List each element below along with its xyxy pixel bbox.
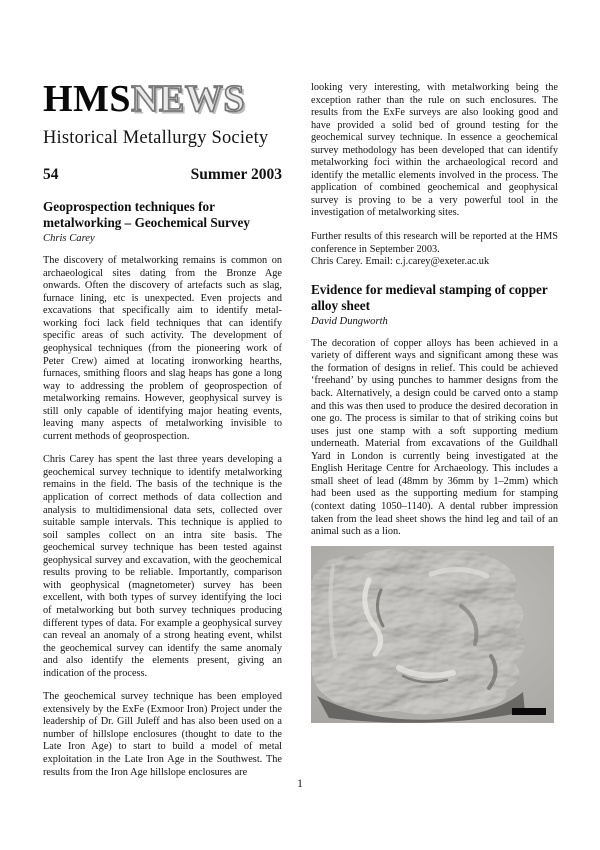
issue-season: Summer 2003	[190, 166, 282, 183]
photo-scale-bar	[512, 708, 546, 715]
newsletter-logo	[43, 80, 282, 118]
masthead	[43, 80, 282, 184]
article-author-byline: Chris Carey	[43, 233, 95, 245]
logo-hms-text: HMS	[43, 78, 132, 120]
article-author-byline: David Dungworth	[311, 315, 388, 327]
article-title-stamping: Evidence for medieval stamping of copper alloy sheet	[311, 281, 548, 313]
issue-number: 54	[43, 166, 59, 183]
lead-sheet-photo-graphic	[311, 546, 554, 723]
society-name: Historical Metallurgy Society	[43, 128, 269, 148]
contact-email-text: Chris Carey. Email: c.j.carey@exeter.ac.uk	[311, 256, 490, 268]
page-number: 1	[297, 778, 303, 790]
paragraph: The geochemical survey technique has been employed extensively by the ExFe (Exmoor Iron) Project under the leadership of Dr. Gill Juleff and has also been used on a number of hillslope enclosures (thought to date to the Late Iron Age) to start to build a model of metal exploitation in the Late Iron Age in the Southwest. The results from the Iron Age hillslope enclosures are	[43, 691, 282, 778]
paragraph: Chris Carey has spent the last three years developing a geochemical survey technique to identify metalworking remains in the field. The basis of the technique is the application of correct methods of data collection and analysis to multidimensional data sets, collected over suitable sample intervals. This technique is applied to soil samples collect on an intra site basis. The geochemical survey technique has been tested against geophysical survey and excavation, with the geochemical results proving to be reliable. Importantly, comparison with geophysical (magnetometer) survey has been excellent, with both types of survey identifying the loci of metalworking but both survey techniques producing different types of data. For example a geophysical survey can reveal an anomaly of a strong heating event, whilst the geochemical survey can identify the same anomaly and also identify the elements present, giving an indication of the process.	[43, 454, 282, 679]
lead-sheet-photo	[311, 546, 554, 723]
note-text: Further results of this research will be reported at the HMS conference in September 2003.	[311, 231, 558, 255]
right-column	[311, 80, 558, 723]
paragraph: The decoration of copper alloys has been achieved in a variety of different ways and significant among these was the formation of designs in relief. This could be achieved ‘freehand’ by using punches to hammer designs from the back. Alternatively, a design could be carved onto a stamp and this was then used to produce the desired decoration in one go. The process is similar to that of striking coins but uses just one stamp with a soft supporting medium underneath. Material from excavations of the Guildhall Yard in London is currently being investigated at the English Heritage Centre for Archaeology. This includes a small sheet of lead (48mm by 36mm by 1–2mm) which had been used as the supporting medium for stamping (context dating 1050–1140). A dental rubber impression taken from the lead sheet shows the hind leg and tail of an animal such as a lion.	[311, 337, 558, 538]
issue-row	[43, 166, 282, 184]
conference-note	[311, 231, 558, 269]
article-title-geoprospection: Geoprospection techniques for metalworking – Geochemical Survey	[43, 199, 250, 231]
left-column	[43, 80, 282, 779]
logo-news-text: NEWS	[131, 78, 245, 120]
paragraph: The discovery of metalworking remains is common on archaeological sites dating from the Bronze Age onwards. Often the discovery of artefacts such as slag, furnace lining, etc is unexpected. Even projects and excavations that specifically aim to identify metal-working foci lack field techniques that can identify specific areas of such activity. The development of geophysical techniques (from the pioneering work of Peter Crew) aimed at locating ironworking hearths, furnaces, smithing floors and slag heaps has gone a long way to addressing the problem of geoprospection of metalworking remains. However, geophysical survey is still only capable of identifying major heating events, leaving many aspects of metalworking invisible to current methods of geoprospection.	[43, 255, 282, 442]
paragraph-continuation: looking very interesting, with metalworking being the exception rather than the rule on such enclosures. The results from the ExFe surveys are also looking good and have provided a solid bed of ground testing for the geochemical survey technique. In essence a geochemical survey methodology has been developed that can identify metalworking foci within the archaeological record and identify the metallic elements involved in the process. The application of combined geochemical and geophysical survey is proving to be a very powerful tool in the investigation of metalworking sites.	[311, 82, 558, 219]
